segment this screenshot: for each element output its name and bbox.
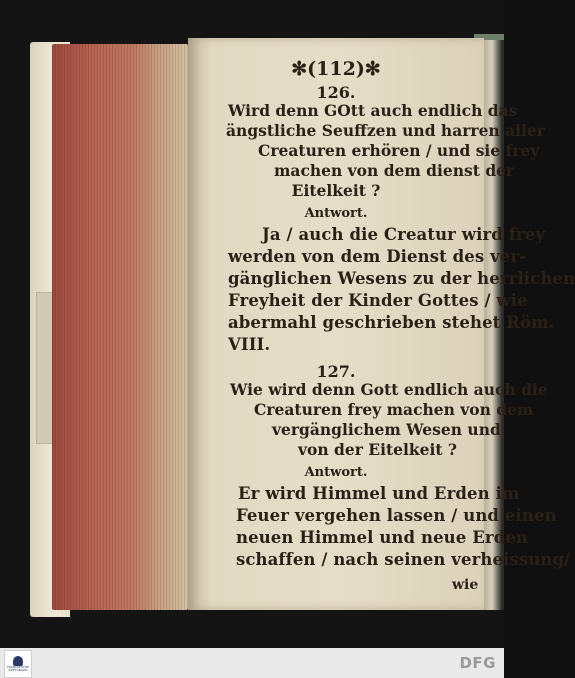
question-127-line-2: Creaturen frey machen von dem	[254, 400, 534, 419]
question-126-line-1: Wird denn GOtt auch endlich das	[228, 101, 518, 120]
antwort-heading-2: Antwort.	[304, 465, 368, 480]
viewer-footer-bar	[0, 648, 504, 678]
franckesche-stiftungen-logo[interactable]	[4, 650, 32, 678]
question-127-line-3: vergänglichem Wesen und	[272, 420, 501, 439]
question-127-line-1: Wie wird denn Gott endlich auch die	[230, 380, 548, 399]
answer-126-line-1: Ja / auch die Creatur wird frey	[262, 225, 546, 244]
question-number-127: 127.	[316, 362, 356, 381]
answer-126-line-2: werden von dem Dienst des ver-	[228, 247, 527, 266]
book-page	[188, 38, 575, 610]
question-126-line-2: ängstliche Seuffzen und harren aller	[226, 121, 545, 140]
answer-127-line-1: Er wird Himmel und Erden im	[238, 484, 520, 503]
answer-127-line-2: Feuer vergehen lassen / und einen	[236, 506, 557, 525]
question-126-line-4: machen von dem dienst der	[274, 161, 515, 180]
answer-127-line-4: schaffen / nach seinen verheissung/	[236, 550, 571, 569]
antwort-heading-1: Antwort.	[304, 206, 368, 221]
page-header: ✻(112)✻	[291, 58, 381, 80]
question-126-line-3: Creaturen erhören / und sie frey	[258, 141, 540, 160]
question-126-line-5: Eitelkeit ?	[291, 181, 381, 200]
answer-127-line-3: neuen Himmel und neue Erden	[236, 528, 529, 547]
dfg-logo[interactable]: DFG	[459, 654, 496, 672]
answer-126-line-5: abermahl geschrieben stehet Röm.	[228, 313, 555, 332]
question-number-126: 126.	[316, 83, 356, 102]
answer-126-line-6: VIII.	[228, 335, 271, 354]
left-logo-text: FRANCKESCHE STIFTUNGEN	[6, 664, 30, 672]
answer-126-line-4: Freyheit der Kinder Gottes / wie	[228, 291, 528, 310]
page-edges	[52, 44, 188, 610]
answer-126-line-3: gänglichen Wesens zu der herrlichen	[228, 269, 575, 288]
catchword: wie	[452, 577, 479, 593]
question-127-line-4: von der Eitelkeit ?	[298, 440, 458, 459]
